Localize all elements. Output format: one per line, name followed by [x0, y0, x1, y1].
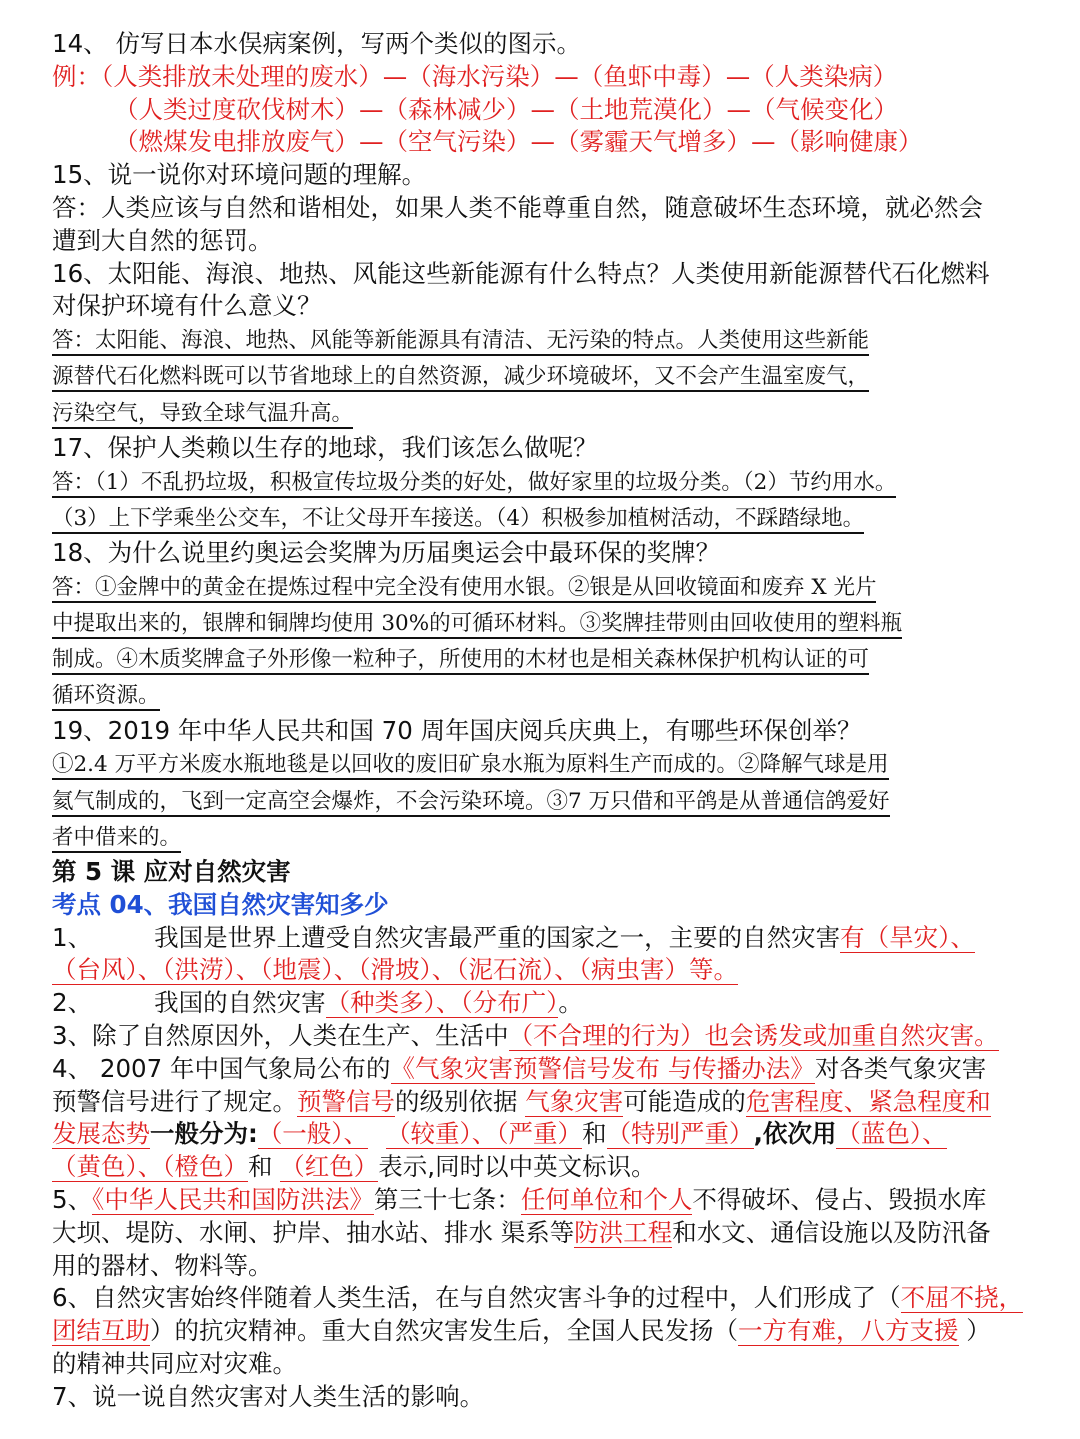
q14-example-3: （燃煤发电排放废气）—（空气污染）—（雾霾天气增多）—（影响健康） [114, 127, 923, 157]
item-5-r1: 《中华人民共和国防洪法》 [92, 1184, 374, 1214]
q17-answer-2 [52, 501, 1032, 537]
item-5-p1: 5、 [52, 1184, 93, 1214]
item-4-r10: （黄色）、（橙色） [52, 1152, 248, 1182]
item-1-line-2 [52, 954, 1032, 987]
item-4-p2: 对各类气象灾害 [814, 1053, 987, 1083]
item-4-p4: 的级别依据 [395, 1086, 526, 1116]
item-4-line-1 [52, 1053, 1032, 1086]
item-4-r7: （较重）、（严重） [386, 1119, 583, 1149]
q18-answer-3 [52, 642, 1032, 678]
item-2-end: 。 [558, 988, 583, 1018]
q17-answer-1-text: 答：（1）不乱扔垃圾，积极宣传垃圾分类的好处，做好家里的垃圾分类。（2）节约用水。 [52, 470, 896, 498]
q18-answer-1-text: 答：①金牌中的黄金在提炼过程中完全没有使用水银。②银是从回收镜面和废弃 X 光片 [52, 575, 876, 603]
q19-answer-2-text: 氦气制成的，飞到一定高空会爆炸，不会污染环境。③7 万只借和平鸽是从普通信鸽爱好 [52, 789, 890, 817]
q19-answer-2 [52, 784, 1032, 820]
item-1-answer-2: （台风）、（洪涝）、（地震）、（滑坡）、（泥石流）、（病虫害）等。 [52, 955, 738, 985]
item-1-line-1 [52, 922, 1032, 955]
item-6-p1: 6、自然灾害始终伴随着人类生活，在与自然灾害斗争的过程中，人们形成了（ [52, 1283, 901, 1313]
item-4-p7: 和 [582, 1119, 607, 1149]
item-4-r8: （特别严重） [606, 1119, 754, 1149]
item-1-text: 我国是世界上遭受自然灾害最严重的国家之一，主要的自然灾害 [154, 922, 841, 952]
item-2-line [52, 987, 1032, 1020]
item-4-p3: 预警信号进行了规定。 [52, 1086, 297, 1116]
item-6-p3: ） [958, 1316, 991, 1346]
item-5-p2: 第三十七条： [373, 1184, 521, 1214]
item-4-line-4 [52, 1151, 1032, 1184]
item-2-number: 2、 [52, 988, 93, 1018]
item-4-p9: 和 [248, 1152, 281, 1182]
item-6-p2: ）的抗灾精神。重大自然灾害发生后，全国人民发扬（ [150, 1316, 738, 1346]
q16-answer-2-text: 源替代石化燃料既可以节省地球上的自然资源，减少环境破坏，又不会产生温室废气， [52, 364, 869, 392]
q16-answer-2 [52, 359, 1032, 395]
q14-title: 14、 仿写日本水俣病案例，写两个类似的图示。 [52, 29, 581, 58]
q16-title-1: 16、太阳能、海浪、地热、风能这些新能源有什么特点？人类使用新能源替代石化燃料 [52, 258, 990, 288]
item-5-line-3: 用的器材、物料等。 [52, 1250, 273, 1280]
item-5-p3: 不得破坏、侵占、毁损水库 [692, 1184, 987, 1214]
item-4-line-3 [52, 1118, 1032, 1151]
lesson-heading: 第 5 课 应对自然灾害 [52, 857, 291, 886]
item-4-r9: （蓝色）、 [836, 1119, 947, 1149]
q16-answer-3-text: 污染空气，导致全球气温升高。 [52, 401, 353, 429]
item-4-r6: （一般）、 [257, 1119, 369, 1149]
item-2-answer: （种类多）、（分布广） [325, 988, 559, 1018]
item-6-r1: 不屈不挠， [900, 1283, 1024, 1313]
q19-answer-3 [52, 820, 1032, 856]
q19-title: 19、2019 年中华人民共和国 70 周年国庆阅兵庆典上，有哪些环保创举？ [52, 715, 862, 745]
q19-answer-3-text: 者中借来的。 [52, 825, 181, 853]
item-6-line-1 [52, 1282, 1032, 1315]
kaodian-heading: 考点 04、我国自然灾害知多少 [52, 889, 389, 919]
item-4-line-2 [52, 1086, 1032, 1119]
q14-example-1: 例：（人类排放未处理的废水）—（海水污染）—（鱼虾中毒）—（人类染病） [52, 61, 898, 91]
item-4-p1: 4、 2007 年中国气象局公布的 [52, 1053, 391, 1083]
item-4-p8: ,依次用 [753, 1119, 837, 1149]
q19-answer-1 [52, 747, 1032, 783]
item-4-r5: 发展态势 [52, 1119, 150, 1149]
item-4-p5: 可能造成的 [623, 1086, 746, 1116]
q15-title: 15、说一说你对环境问题的理解。 [52, 160, 427, 190]
q18-title: 18、为什么说里约奥运会奖牌为历届奥运会中最环保的奖牌？ [52, 537, 721, 567]
item-1-number: 1、 [52, 922, 93, 952]
q16-answer-3 [52, 396, 1032, 432]
item-4-r3: 气象灾害 [525, 1086, 624, 1116]
q18-answer-1 [52, 570, 1032, 606]
q19-answer-1-text: ①2.4 万平方米废水瓶地毯是以回收的废旧矿泉水瓶为原料生产而成的。②降解气球是用 [52, 752, 889, 780]
q18-answer-4-text: 循环资源。 [52, 683, 160, 711]
item-6-r3: 一方有难，八方支援 [738, 1316, 959, 1346]
q18-answer-4 [52, 678, 1032, 714]
q17-answer-1 [52, 465, 1032, 501]
item-1-answer-1: 有（旱灾）、 [840, 922, 975, 952]
item-2-text: 我国的自然灾害 [154, 988, 326, 1018]
item-5-p5: 和水文、通信设施以及防汛备 [672, 1217, 991, 1247]
item-4-r1: 《气象灾害预警信号发布 与传播办法》 [390, 1053, 815, 1083]
q14-example-2: （人类过度砍伐树木）—（森林减少）—（土地荒漠化）—（气候变化） [114, 94, 898, 124]
item-5-line-2 [52, 1217, 1032, 1250]
q16-answer-1 [52, 323, 1032, 359]
item-3-line [52, 1020, 1032, 1053]
item-5-p4: 大坝、堤防、水闸、护岸、抽水站、排水 渠系等 [52, 1217, 575, 1247]
item-5-r3: 防洪工程 [574, 1217, 673, 1247]
item-6-line-3: 的精神共同应对灾难。 [52, 1348, 297, 1378]
q16-answer-1-text: 答：太阳能、海浪、地热、风能等新能源具有清洁、无污染的特点。人类使用这些新能 [52, 328, 869, 356]
item-6-line-2 [52, 1315, 1032, 1348]
item-7-line: 7、说一说自然灾害对人类生活的影响。 [52, 1381, 485, 1411]
item-4-p6: 一般分为: [150, 1119, 258, 1149]
item-4-p10: 表示,同时以中英文标识。 [378, 1152, 656, 1182]
item-5-line-1 [52, 1184, 1032, 1217]
item-4-r2: 预警信号 [297, 1086, 395, 1116]
item-6-r2: 团结互助 [52, 1316, 150, 1346]
item-3-answer: （不合理的行为）也会诱发或加重自然灾害。 [508, 1020, 999, 1050]
item-4-r11: （红色） [280, 1152, 379, 1182]
q16-title-2: 对保护环境有什么意义？ [52, 291, 322, 321]
item-4-r4: 危害程度、紧急程度和 [745, 1086, 991, 1116]
item-3-text: 3、除了自然原因外，人类在生产、生活中 [52, 1020, 509, 1050]
q18-answer-2 [52, 606, 1032, 642]
q15-answer-1: 答：人类应该与自然和谐相处，如果人类不能尊重自然，随意破坏生态环境，就必然会 [52, 192, 983, 222]
q15-answer-2: 遭到大自然的惩罚。 [52, 225, 273, 255]
q18-answer-2-text: 中提取出来的，银牌和铜牌均使用 30%的可循环材料。③奖牌挂带则由回收使用的塑料瓶 [52, 611, 902, 639]
q17-answer-2-text: （3）上下学乘坐公交车，不让父母开车接送。（4）积极参加植树活动，不踩踏绿地。 [52, 506, 864, 534]
q17-title: 17、保护人类赖以生存的地球，我们该怎么做呢？ [52, 432, 598, 462]
q18-answer-3-text: 制成。④木质奖牌盒子外形像一粒种子，所使用的木材也是相关森林保护机构认证的可 [52, 647, 869, 675]
item-5-r2: 任何单位和个人 [520, 1184, 693, 1214]
